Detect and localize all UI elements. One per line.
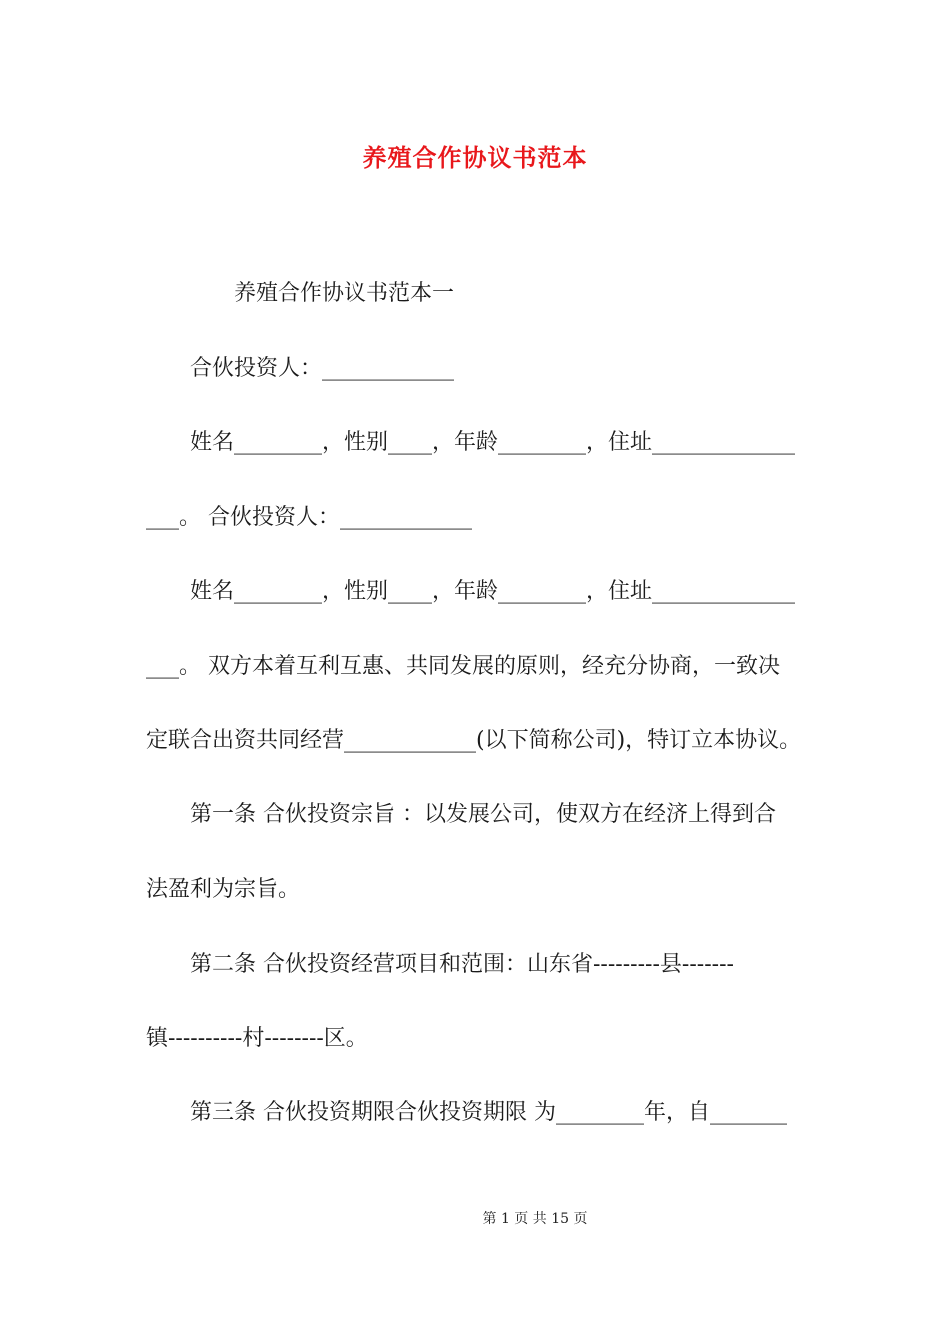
text-line: 合伙投资人：____________ [190, 356, 455, 381]
text-line: 第一条 合伙投资宗旨 ：以发展公司，使双方在经济上得到合 [190, 802, 776, 827]
section-heading: 养殖合作协议书范本一 [234, 281, 455, 306]
text-line: ___。 双方本着互利互惠、共同发展的原则，经充分协商，一致决 [146, 654, 780, 679]
text-line: 第二条 合伙投资经营项目和范围：山东省---------县------- [190, 952, 734, 977]
text-line: 姓名________，性别____，年龄________，住址_____________ [190, 430, 796, 455]
text-line: 法盈利为宗旨。 [146, 877, 301, 902]
document-title: 养殖合作协议书范本 [362, 143, 588, 172]
text-line: ___。 合伙投资人：____________ [146, 505, 472, 530]
text-line: 姓名________，性别____，年龄________，住址_____________ [190, 579, 796, 604]
text-line: 第三条 合伙投资期限合伙投资期限 为________年，自_______ [190, 1100, 787, 1125]
text-line: 定联合出资共同经营____________(以下简称公司)，特订立本协议。 [146, 728, 802, 753]
text-line: 镇----------村--------区。 [146, 1026, 368, 1051]
page-number: 第 1 页 共 15 页 [482, 1211, 588, 1227]
